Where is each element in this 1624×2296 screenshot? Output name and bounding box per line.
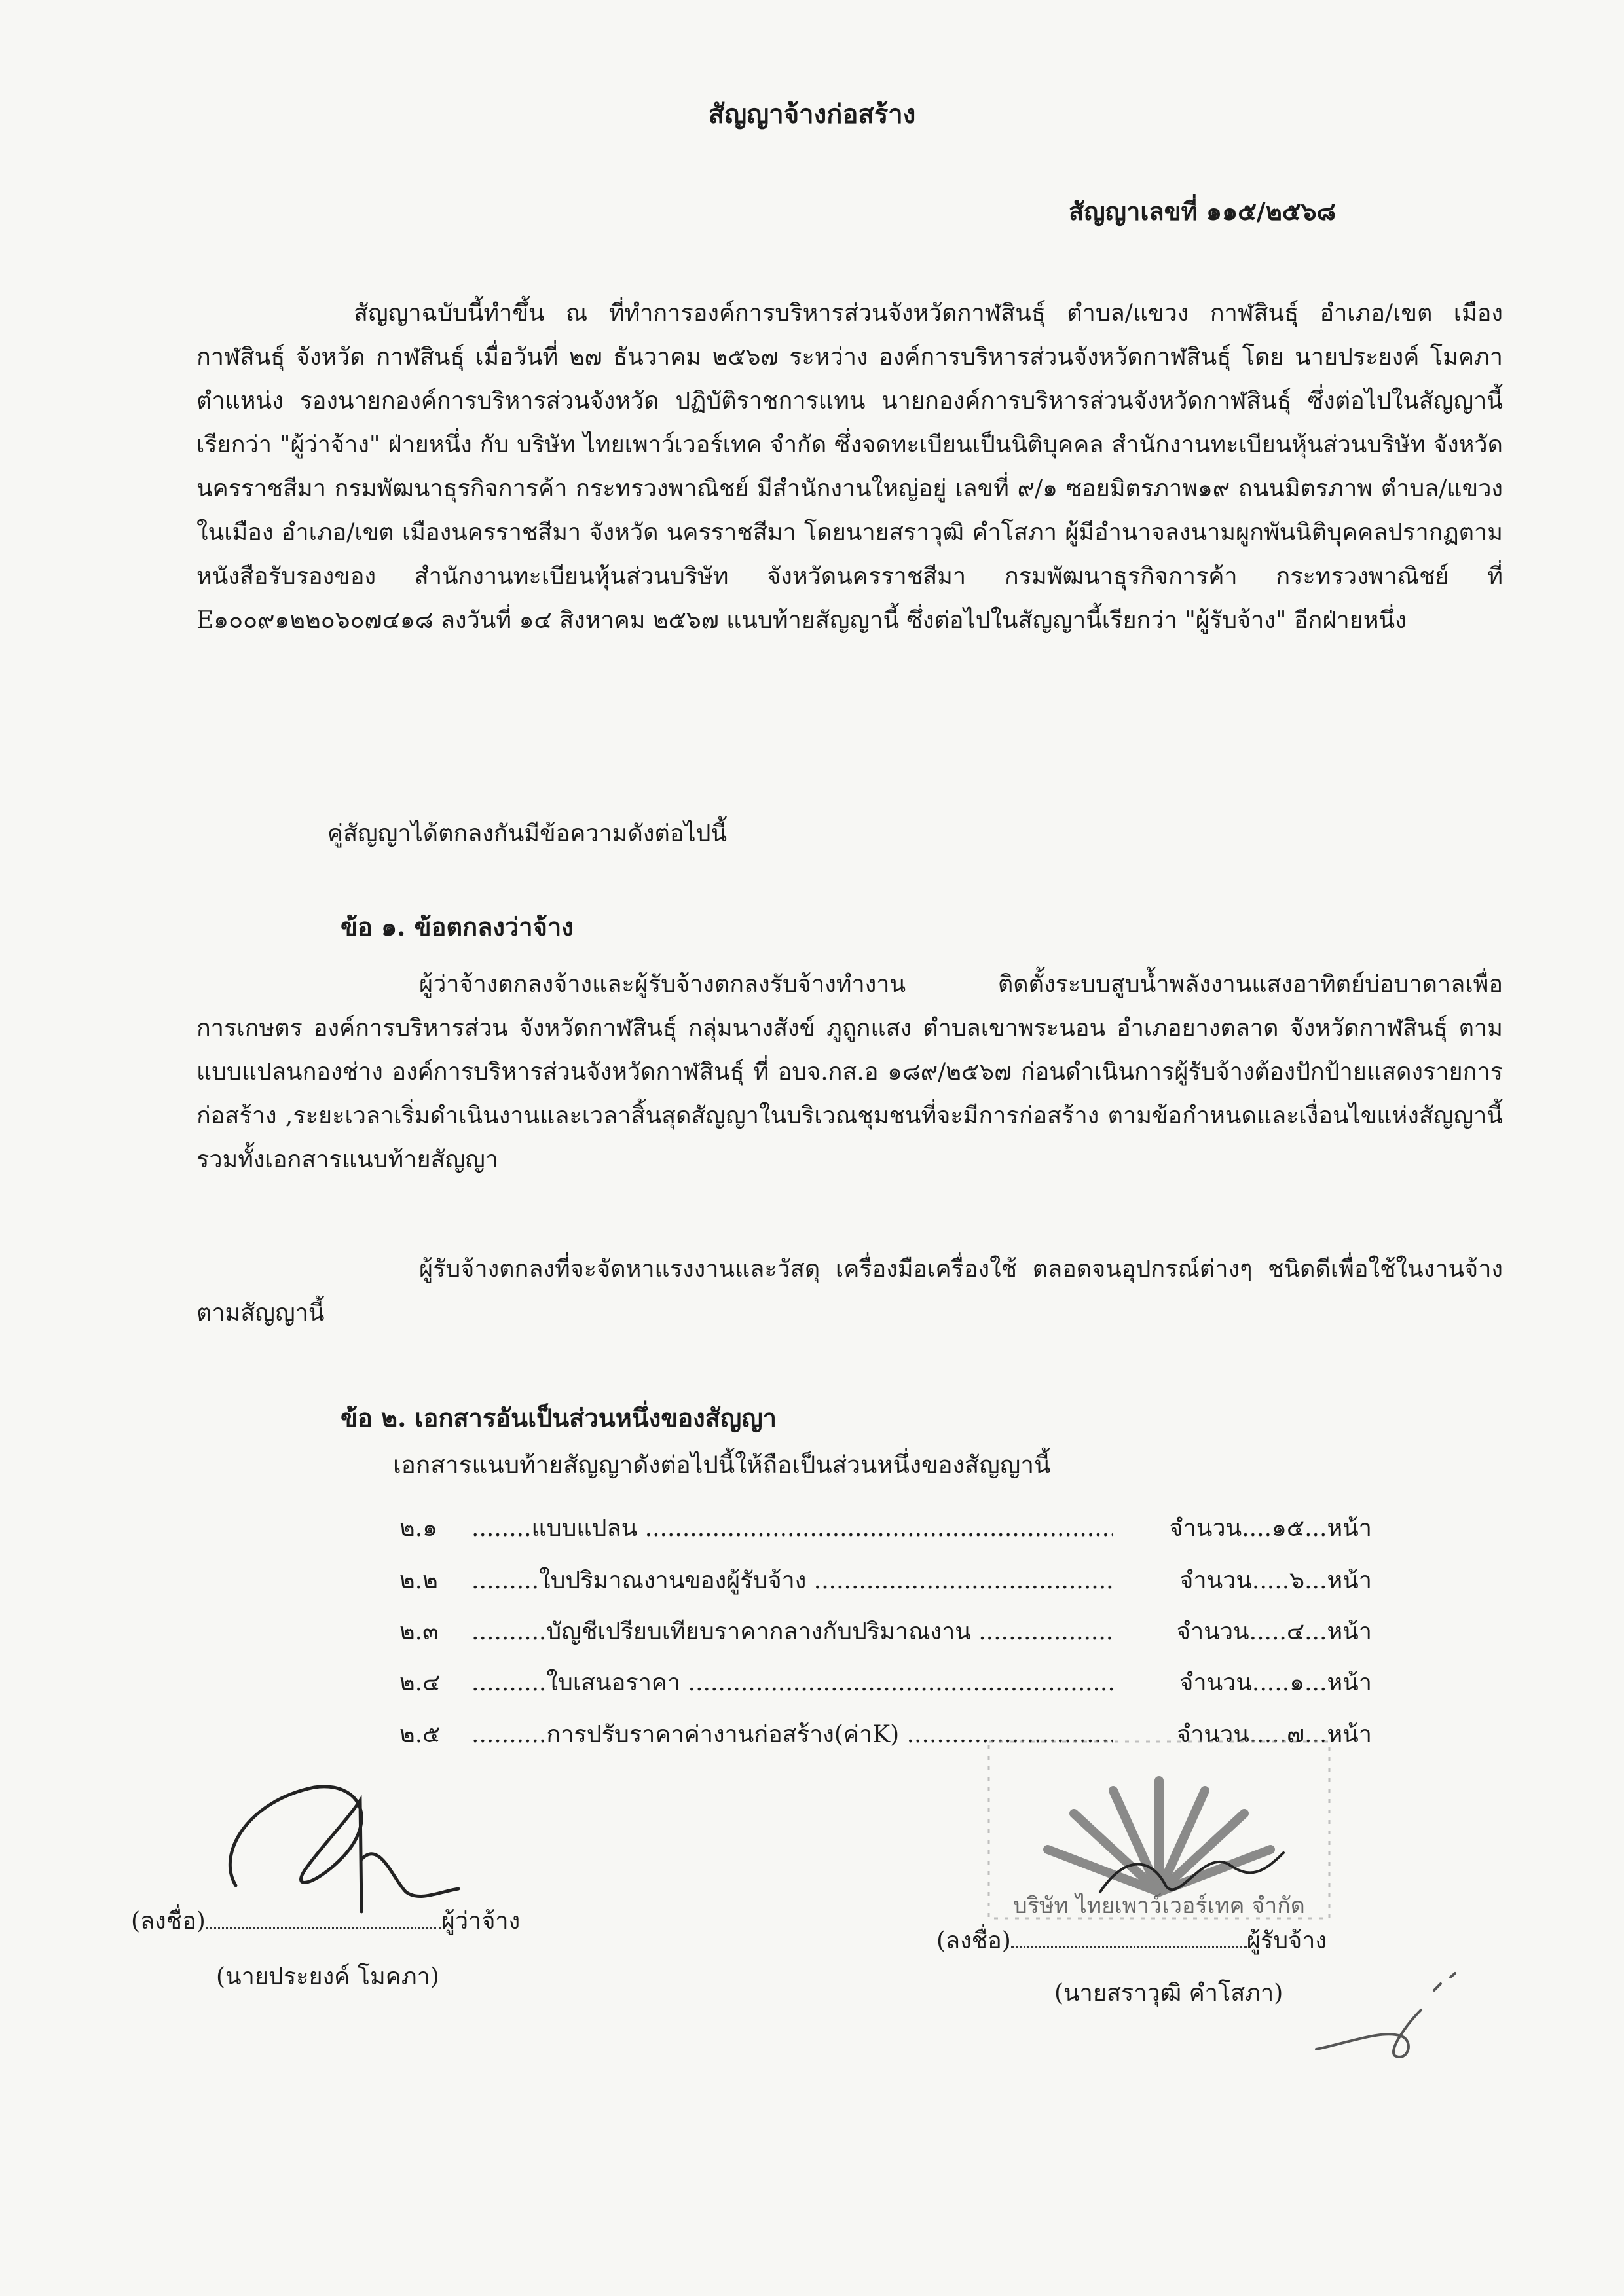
document-number: ๒.๕ [399, 1721, 441, 1748]
document-list-item [399, 1509, 1372, 1548]
document-number: ๒.๔ [399, 1669, 441, 1696]
employer-sign-prefix: (ลงชื่อ) [131, 1908, 206, 1935]
document-name: ........แบบแปลน ..... [471, 1509, 1113, 1546]
clause-2-heading: ข้อ ๒. เอกสารอันเป็นส่วนหนึ่งของสัญญา [341, 1403, 777, 1432]
contractor-signature [1087, 1833, 1297, 1912]
clause-1-paragraph-2: ผู้รับจ้างตกลงที่จะจัดหาแรงงานและวัสดุ เครื่องมือเครื่องใช้ ตลอดจนอุปกรณ์ต่างๆ ชนิดดีเพื่อใช้ในงานจ้างตามสัญญานี้ [196, 1256, 1503, 1326]
document-title: สัญญาจ้างก่อสร้าง [708, 99, 916, 130]
document-pages: จำนวน.....๔...หน้า [1176, 1618, 1372, 1645]
intro-closing: คู่สัญญาได้ตกลงกันมีข้อความดังต่อไปนี้ [327, 820, 728, 847]
employer-role: ผู้ว่าจ้าง [441, 1908, 521, 1935]
document-name: .........ใบปริมาณงานของผู้รับจ้าง ..... [471, 1561, 1113, 1599]
contract-number: สัญญาเลขที่ ๑๑๕/๒๕๖๘ [1069, 196, 1336, 226]
document-pages: จำนวน....๑๕...หน้า [1169, 1515, 1372, 1542]
document-name: ..........บัญชีเปรียบเทียบราคากลางกับปริมาณงาน ..... [471, 1613, 1113, 1650]
contractor-sign-prefix: (ลงชื่อ) [936, 1927, 1011, 1954]
clause-1-paragraph-1: ผู้ว่าจ้างตกลงจ้างและผู้รับจ้างตกลงรับจ้างทำงาน ติดตั้งระบบสูบน้ำพลังงานแสงอาทิตย์บ่อบาดาลเพื่อการเกษตร องค์การบริหารส่วน จังหวัดกาฬสินธุ์ กลุ่มนางสังข์ ภูถูกแสง ตำบลเขาพระนอน อำเภอยางตลาด จังหวัดกาฬสินธุ์ ตามแบบแปลนกองช่าง องค์การบริหารส่วนจังหวัดกาฬสินธุ์ ที่ อบจ.กส.อ ๑๘๙/๒๕๖๗ ก่อนดำเนินการผู้รับจ้างต้องปักป้ายแสดงรายการก่อสร้าง ,ระยะเวลาเริ่มดำเนินงานและเวลาสิ้นสุดสัญญาในบริเวณชุมชนที่จะมีการก่อสร้าง ตามข้อกำหนดและเงื่อนไขแห่งสัญญานี้รวมทั้งเอกสารแนบท้ายสัญญา [196, 971, 1503, 1173]
signature-dotted-line [1011, 1946, 1247, 1948]
stamp-text: บริษัท ไทยเพาว์เวอร์เทค จำกัด [1013, 1893, 1305, 1919]
document-pages: จำนวน.....๑...หน้า [1179, 1669, 1372, 1696]
contractor-name: (นายสราวุฒิ คำโสภา) [1054, 1980, 1283, 2007]
employer-name: (นายประยงค์ โมคภา) [216, 1963, 439, 1990]
intro-paragraph: สัญญาฉบับนี้ทำขึ้น ณ ที่ทำการองค์การบริหารส่วนจังหวัดกาฬสินธุ์ ตำบล/แขวง กาฬสินธุ์ อำเภอ/เขต เมืองกาฬสินธุ์ จังหวัด กาฬสินธุ์ เมื่อวันที่ ๒๗ ธันวาคม ๒๕๖๗ ระหว่าง องค์การบริหารส่วนจังหวัดกาฬสินธุ์ โดย นายประยงค์ โมคภา ตำแหน่ง รองนายกองค์การบริหารส่วนจังหวัด ปฏิบัติราชการแทน นายกองค์การบริหารส่วนจังหวัดกาฬสินธุ์ ซึ่งต่อไปในสัญญานี้เรียกว่า "ผู้ว่าจ้าง" ฝ่ายหนึ่ง กับ บริษัท ไทยเพาว์เวอร์เทค จำกัด ซึ่งจดทะเบียนเป็นนิติบุคคล สำนักงานทะเบียนหุ้นส่วนบริษัท จังหวัดนครราชสีมา กรมพัฒนาธุรกิจการค้า กระทรวงพาณิชย์ มีสำนักงานใหญ่อยู่ เลขที่ ๙/๑ ซอยมิตรภาพ๑๙ ถนนมิตรภาพ ตำบล/แขวง ในเมือง อำเภอ/เขต เมืองนครราชสีมา จังหวัด นครราชสีมา โดยนายสราวุฒิ คำโสภา ผู้มีอำนาจลงนามผูกพันนิติบุคคลปรากฏตามหนังสือรับรองของ สำนักงานทะเบียนหุ้นส่วนบริษัท จังหวัดนครราชสีมา กรมพัฒนาธุรกิจการค้า กระทรวงพาณิชย์ ที่ E๑๐๐๙๑๒๒๐๖๐๗๔๑๘ ลงวันที่ ๑๔ สิงหาคม ๒๕๖๗ แนบท้ายสัญญานี้ ซึ่งต่อไปในสัญญานี้เรียกว่า "ผู้รับจ้าง" อีกฝ่ายหนึ่ง [196, 300, 1503, 634]
clause-1-heading: ข้อ ๑. ข้อตกลงว่าจ้าง [341, 912, 574, 941]
document-number: ๒.๓ [399, 1618, 439, 1645]
employer-sign-line [131, 1902, 520, 1939]
document-name: ..........ใบเสนอราคา ..... [471, 1664, 1113, 1701]
contractor-role: ผู้รับจ้าง [1246, 1927, 1327, 1954]
document-list-item [399, 1664, 1372, 1703]
signature-dotted-line [206, 1927, 441, 1929]
clause-2-intro: เอกสารแนบท้ายสัญญาดังต่อไปนี้ให้ถือเป็นส่วนหนึ่งของสัญญานี้ [393, 1451, 1051, 1479]
document-pages: จำนวน.....๖...หน้า [1179, 1567, 1372, 1594]
document-pages: จำนวน.....๗...หน้า [1177, 1721, 1372, 1748]
document-name: ..........การปรับราคาค่างานก่อสร้าง(ค่าK) ..... [471, 1715, 1113, 1753]
document-list-item [399, 1561, 1372, 1601]
contractor-sign-line [936, 1922, 1327, 1959]
document-list-item [399, 1613, 1372, 1652]
document-number: ๒.๑ [399, 1515, 438, 1542]
document-number: ๒.๒ [399, 1567, 438, 1594]
initials-mark [1310, 1964, 1467, 2069]
